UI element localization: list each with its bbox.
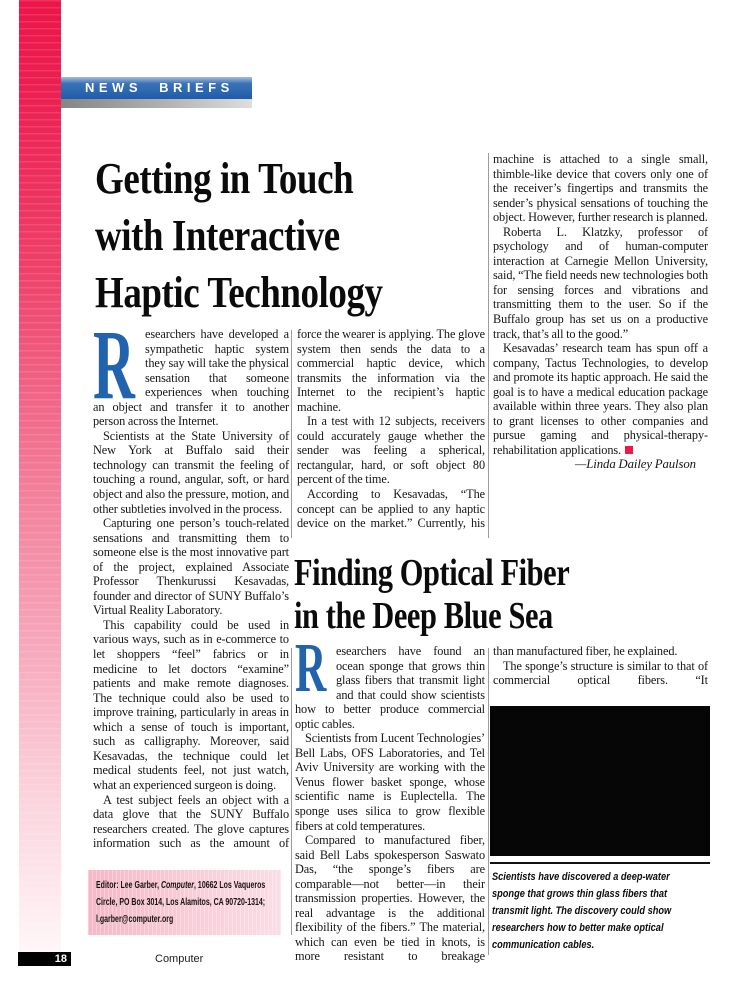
article1-title [95, 150, 498, 321]
photo-caption-text: Scientists have discovered a deep-water sponge that grows thin glass fibers that transmit light. The discovery could show researchers how to better make optical communication cables. [492, 871, 672, 951]
editor-text-prefix: Editor: Lee Garber, [96, 880, 161, 891]
body-paragraph: Capturing one person’s touch-related sensations and transmitting them to someone else is the most innovative part of the project, explained Associate Professor Thenkurussi Kesavadas, founder and director of SUNY Buffalo’s Virtual Reality Laboratory. [93, 516, 289, 618]
article1-column-2 [297, 327, 485, 531]
article1-opening-paragraph [93, 309, 289, 429]
body-paragraph: Roberta L. Klatzky, professor of psychology and of human-computer interaction at Carnegie Mellon University, said, “The field needs new technologies both for sensing forces and vibrations and transmitting them to the user. So if the Buffalo group has set us on a productive track, that’s all to the good.” [493, 224, 708, 341]
body-paragraph: A test subject feels an object with a data glove that the SUNY Buffalo researchers created. The glove captures information such as the amount of [93, 792, 289, 851]
photo-caption [492, 869, 710, 954]
body-paragraph: than manufactured fiber, he explained. [493, 644, 678, 658]
page-number: 18 [18, 952, 71, 966]
article2-opening-text: esearchers have found an ocean sponge that grows thin glass fibers that transmit light and that could show scientists how to better produce commercial optic cables. [295, 644, 485, 731]
body-paragraph [493, 341, 708, 457]
end-of-article-marker [625, 446, 633, 454]
caption-divider-rule [490, 862, 710, 864]
article2-opening-paragraph [295, 630, 485, 731]
footer-journal-name: Computer [155, 953, 204, 965]
body-paragraph: Scientists at the State University of New York at Buffalo said their technology can transmit the feeling of touching a round, angular, soft, or hard object and also the pressure, motion, and other subtleties involved in the process. [93, 428, 289, 516]
article1-title-line3: Haptic Technology [95, 268, 383, 317]
body-paragraph: force the wearer is applying. The glove system then sends the data to a commercial haptic device, which transmits the information via the Internet to the recipient’s haptic machine. [297, 327, 485, 414]
column-divider [488, 153, 489, 538]
news-briefs-label: NEWS BRIEFS [85, 80, 234, 95]
body-paragraph: In a test with 12 subjects, receivers could accurately gauge whether the sender was feeling a spherical, rectangular, hard, or soft object 80 percent of the time. [297, 414, 485, 487]
article1-title-line1: Getting in Touch [95, 154, 354, 203]
column-divider [291, 648, 292, 935]
editor-info-box [88, 870, 281, 935]
editor-text-suffix: , 10662 Los Vaqueros Circle, PO Box 3014, Los Alamitos, CA 90720-1314; l.garber@computer.org [96, 880, 266, 925]
body-paragraph: The sponge’s structure is similar to that of commercial optical fibers. “It [493, 658, 708, 688]
body-paragraph: Compared to manufactured fiber, said Bell Labs spokesperson Saswato Das, “the sponge’s fibers are comparable—not better—in their transmission properties. However, the real advantage is the additional flexibility of the fibers.” The material, which can even be tied in knots, is more resistant to breakage [295, 833, 485, 964]
journal-name-italic: Computer [160, 880, 195, 891]
article1-column-1 [93, 309, 289, 851]
article2-title-line1: Finding Optical Fiber [294, 552, 570, 594]
left-accent-bar [19, 0, 61, 952]
banner-shadow-bar [61, 99, 252, 108]
news-briefs-banner [61, 77, 252, 99]
article1-byline: —Linda Dailey Paulson [574, 457, 696, 472]
sponge-photo [490, 706, 710, 856]
article1-title-line2: with Interactive [95, 211, 340, 260]
article2-title [294, 552, 710, 638]
body-paragraph-text: Kesavadas’ research team has spun off a company, Tactus Technologies, to develop and promote its haptic approach. He said the goal is to have a medical education package available within three years. They also plan to grant licenses to other companies and pursue gaming and physical-therapy-rehabilitation applications. [493, 341, 708, 457]
article1-dropcap: R [93, 309, 135, 420]
column-divider [291, 330, 292, 538]
body-paragraph: Scientists from Lucent Technologies’ Bell Labs, OFS Laboratories, and Tel Aviv University are working with the Venus flower basket sponge, whose scientific name is Euplectella. The sponge uses silica to grow flexible fibers at cold temperatures. [295, 731, 485, 833]
article2-column-1 [295, 630, 485, 964]
article2-column-2 [493, 644, 708, 688]
article2-title-line2: in the Deep Blue Sea [294, 595, 553, 637]
column-divider [488, 648, 489, 955]
editor-info-text [96, 877, 272, 928]
article1-column-3 [493, 152, 708, 472]
body-paragraph: machine is attached to a single small, thimble-like device that covers only one of the receiver’s fingertips and transmits the sender’s physical sensations of touching the object. However, further research is planned. [493, 152, 708, 225]
article1-opening-text: esearchers have developed a sympathetic haptic system they say will take the physical sensation that someone experiences when touching an object and transfer it to another person across the Internet. [93, 327, 289, 429]
body-paragraph: This capability could be used in various ways, such as in e-commerce to let shoppers “feel” fabrics or in medicine to let doctors “examine” patients and make remote diagnoses. The technique could also be used to improve training, particularly in areas in which a sense of touch is important, such as calligraphy. Moreover, said Kesavadas, the technique could let medical students feel, not just watch, what an experienced surgeon is doing. [93, 617, 289, 792]
article2-dropcap: R [295, 630, 327, 707]
body-paragraph: According to Kesavadas, “The concept can be applied to any haptic device on the market.” Currently, his [297, 487, 485, 531]
